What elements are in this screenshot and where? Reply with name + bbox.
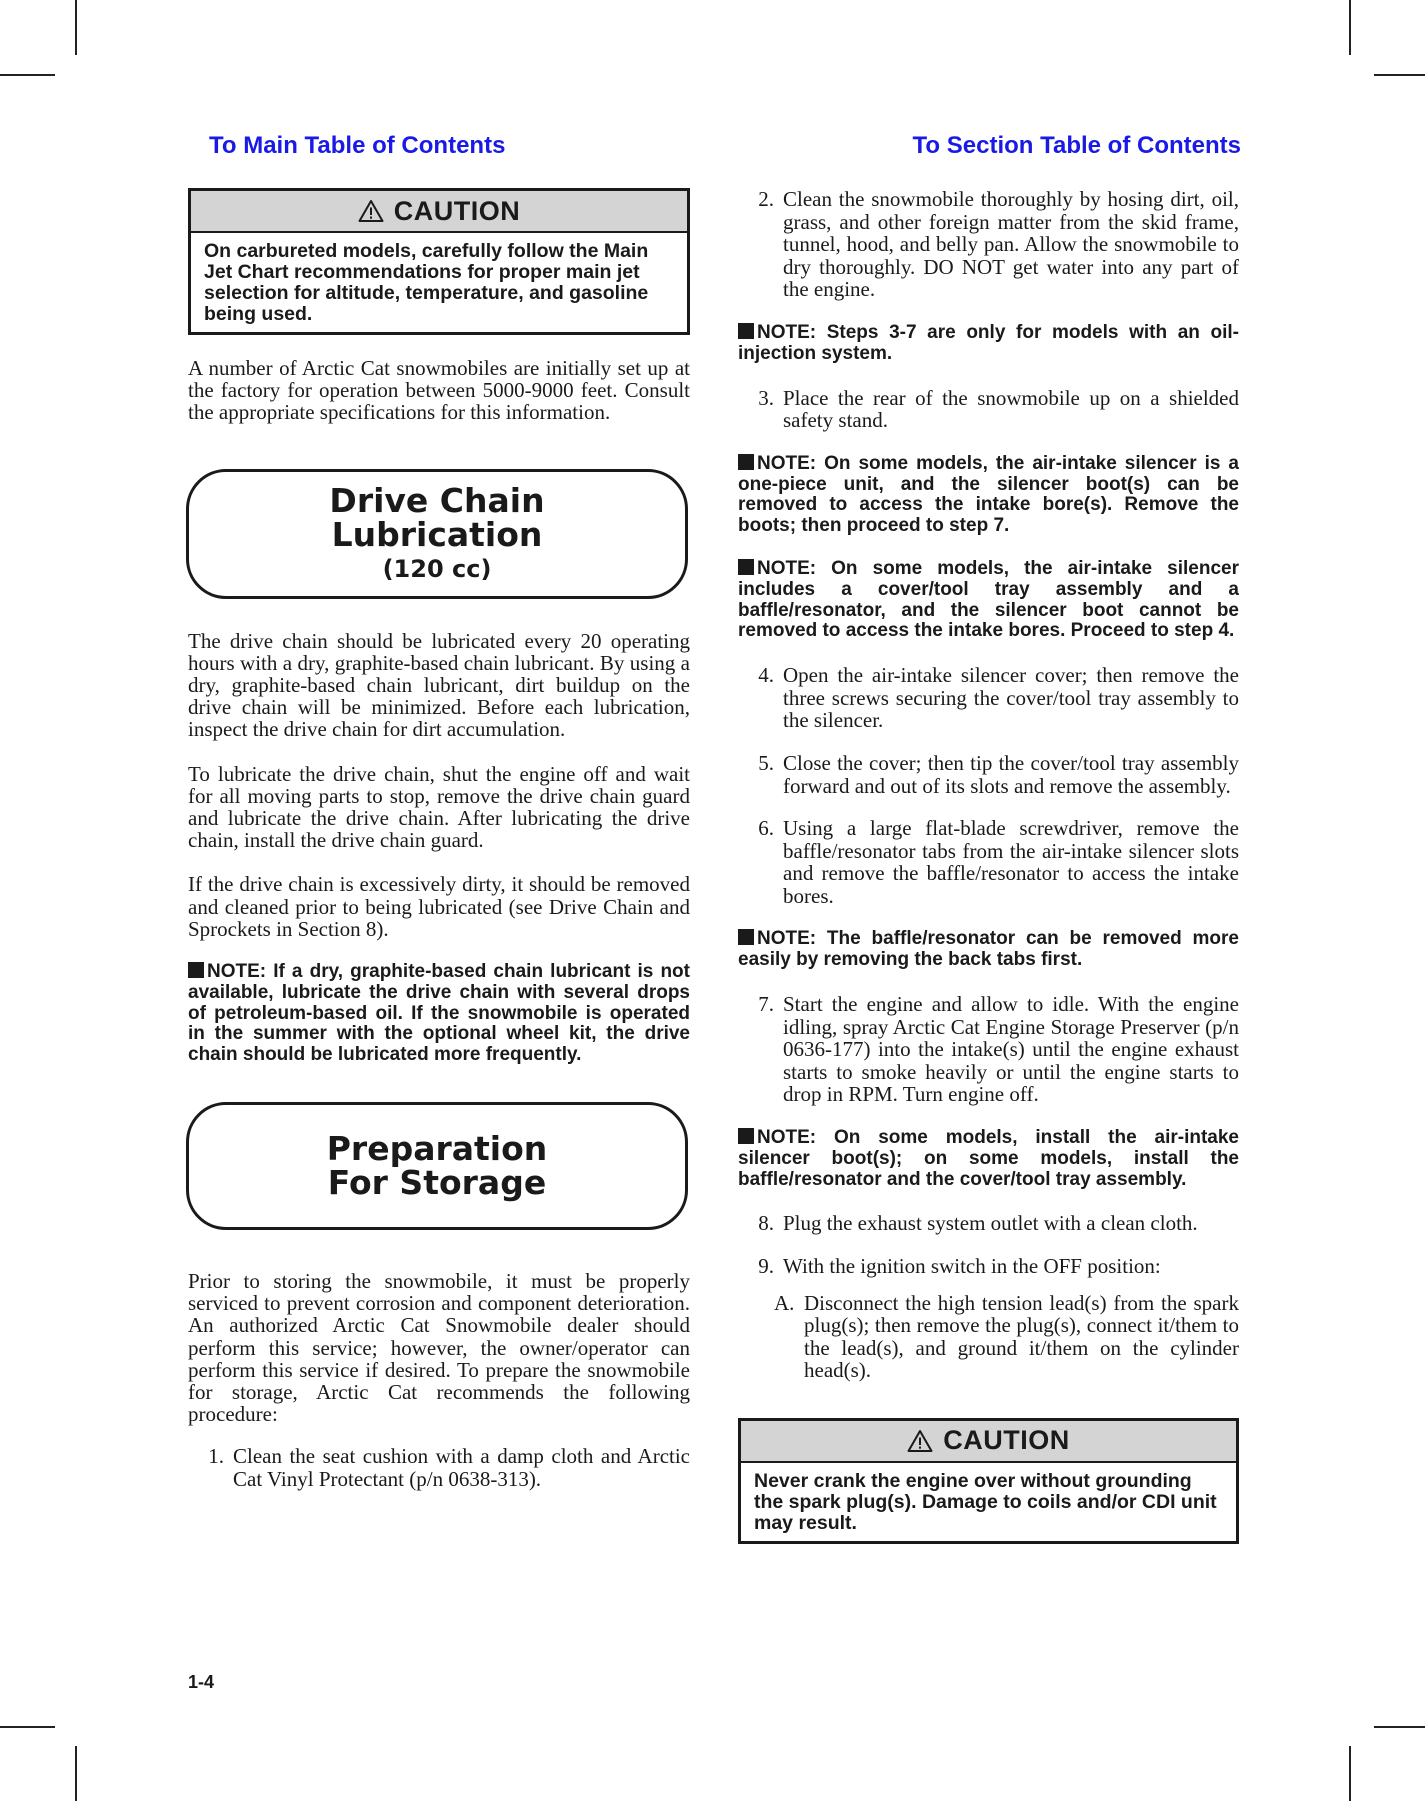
section-header-storage [186,1102,688,1230]
list-item [738,817,1239,907]
item-letter: A. [774,1290,795,1315]
item-number: 2. [758,187,774,211]
section-title-line: Preparation [326,1129,548,1169]
note-square-icon [738,454,754,470]
note [188,962,690,1066]
warning-icon [907,1429,933,1453]
item-text: Disconnect the high tension lead(s) from the spark plug(s); then remove the plug(s), connect it/them to the lead(s), and ground it/them on the cylinder head(s). [804,1290,1239,1383]
crop-mark [75,1746,77,1801]
crop-mark [1349,0,1351,55]
note-square-icon [738,929,754,945]
crop-mark [0,1726,55,1728]
item-number: 1. [208,1444,224,1469]
crop-mark [0,74,55,76]
note-text: NOTE: If a dry, graphite-based chain lubricant is not available, lubricate the drive chain with several drops of petroleum-based oil. If the snowmobile is operated in the summer with the optional wheel kit, the drive chain should be lubricated more frequently. [188,961,690,1066]
paragraph: The drive chain should be lubricated every 20 operating hours with a dry, graphite-based chain lubricant. By using a dry, graphite-based chain lubricant, dirt buildup on the drive chain will be minimized. Before each lubrication, inspect the drive chain for dirt accumulation. [188,628,690,742]
item-text: Open the air-intake silencer cover; then remove the three screws securing the cover/tool tray assembly to the silencer. [783,663,1239,733]
section-toc-link[interactable]: To Section Table of Contents [912,132,1241,159]
list-item [738,993,1239,1106]
note [738,559,1239,642]
note-text: NOTE: Steps 3-7 are only for models with an oil-injection system. [738,321,1239,364]
crop-mark [1349,1746,1351,1801]
caution-header [741,1421,1236,1463]
paragraph: To lubricate the drive chain, shut the engine off and wait for all moving parts to stop, remove the drive chain guard and lubricate the drive chain. After lubricating the drive chain, install the drive chain guard. [188,761,690,853]
note-square-icon [188,962,204,978]
note-text: NOTE: On some models, the air-intake silencer includes a cover/tool tray assembly and a baffle/resonator, and the silencer boot cannot be removed to access the intake bores. Proceed to step 4. [738,557,1239,642]
item-text: Plug the exhaust system outlet with a clean cloth. [783,1211,1198,1236]
caution-text: Never crank the engine over without grounding the spark plug(s). Damage to coils and/or CDI unit may result. [754,1469,1217,1534]
caution-text: On carbureted models, carefully follow the Main Jet Chart recommendations for proper main jet selection for altitude, temperature, and gasoline being used. [204,240,649,325]
caution-header [191,191,687,233]
section-title-line: Lubrication [331,514,543,554]
intro-paragraph: A number of Arctic Cat snowmobiles are initially set up at the factory for operation between 5000-9000 feet. Consult the appropriate specifications for this information. [188,356,690,425]
list-item [738,1212,1239,1235]
item-text: Start the engine and allow to idle. With the engine idling, spray Arctic Cat Engine Storage Preserver (p/n 0636-177) into the intake(s) until the engine exhaust starts to smoke heavily or until the engine starts to drop in RPM. Turn engine off. [783,992,1239,1107]
item-text: With the ignition switch in the OFF position: [783,1254,1161,1279]
item-text: Using a large flat-blade screwdriver, remove the baffle/resonator tabs from the air-intake silencer slots and remove the baffle/resonator to access the intake bores. [783,816,1239,908]
note-square-icon [738,323,754,339]
page-number: 1-4 [188,1672,215,1692]
note-text: NOTE: The baffle/resonator can be removed more easily by removing the back tabs first. [738,928,1239,971]
note-text: NOTE: On some models, the air-intake silencer is a one-piece unit, and the silencer boot(s) can be removed to access the intake bore(s). Remove the boots; then proceed to step 7. [738,452,1239,537]
list-item [738,664,1239,732]
caution-heading: CAUTION [393,195,521,226]
sub-list-item [738,1292,1239,1382]
caution-box [738,1418,1239,1544]
note-square-icon [738,1128,754,1144]
item-text: Clean the snowmobile thoroughly by hosing dirt, oil, grass, and other foreign matter from the skid frame, tunnel, hood, and belly pan. Allow the snowmobile to dry thoroughly. DO NOT get water into any part of the engine. [783,187,1239,302]
item-number: 8. [758,1211,774,1236]
warning-icon [358,199,384,223]
main-toc-link[interactable]: To Main Table of Contents [209,132,506,159]
list-item [738,188,1239,301]
note-square-icon [738,559,754,575]
caution-box [188,188,690,335]
crop-mark [1374,1726,1425,1728]
list-item [738,387,1239,432]
list-item [738,1255,1239,1278]
paragraph: If the drive chain is excessively dirty, it should be removed and cleaned prior to being lubricated (see Drive Chain and Sprockets in Section 8). [188,872,690,941]
item-number: 9. [758,1254,774,1279]
item-number: 5. [758,750,774,775]
item-number: 4. [758,663,774,688]
right-column [738,188,1239,1544]
note [738,1128,1239,1190]
paragraph: Prior to storing the snowmobile, it must be properly serviced to prevent corrosion and component deterioration. An authorized Arctic Cat Snowmobile dealer should perform this service; however, the owner/operator can perform this service if desired. To prepare the snowmobile for storage, Arctic Cat recommends the following procedure: [188,1269,690,1427]
crop-mark [1374,74,1425,76]
note [738,323,1239,365]
item-text: Clean the seat cushion with a damp cloth and Arctic Cat Vinyl Protectant (p/n 0638-313). [233,1444,690,1492]
section-subtitle: (120 cc) [382,554,492,583]
item-text: Place the rear of the snowmobile up on a shielded safety stand. [783,385,1239,433]
section-title-line: Drive Chain [329,480,545,520]
note-text: NOTE: On some models, install the air-intake silencer boot(s); on some models, install the baffle/resonator and the cover/tool tray assembly. [738,1127,1239,1190]
item-number: 6. [758,816,774,841]
item-number: 7. [758,992,774,1017]
item-text: Close the cover; then tip the cover/tool tray assembly forward and out of its slots and remove the assembly. [783,750,1239,798]
note [738,929,1239,971]
list-item [738,752,1239,797]
list-item [188,1445,690,1490]
crop-mark [75,0,77,55]
note [738,454,1239,537]
section-header-drive-chain [186,469,688,599]
item-number: 3. [758,385,774,410]
left-column [188,188,690,1491]
section-title-line: For Storage [327,1163,547,1203]
caution-heading: CAUTION [943,1425,1070,1456]
